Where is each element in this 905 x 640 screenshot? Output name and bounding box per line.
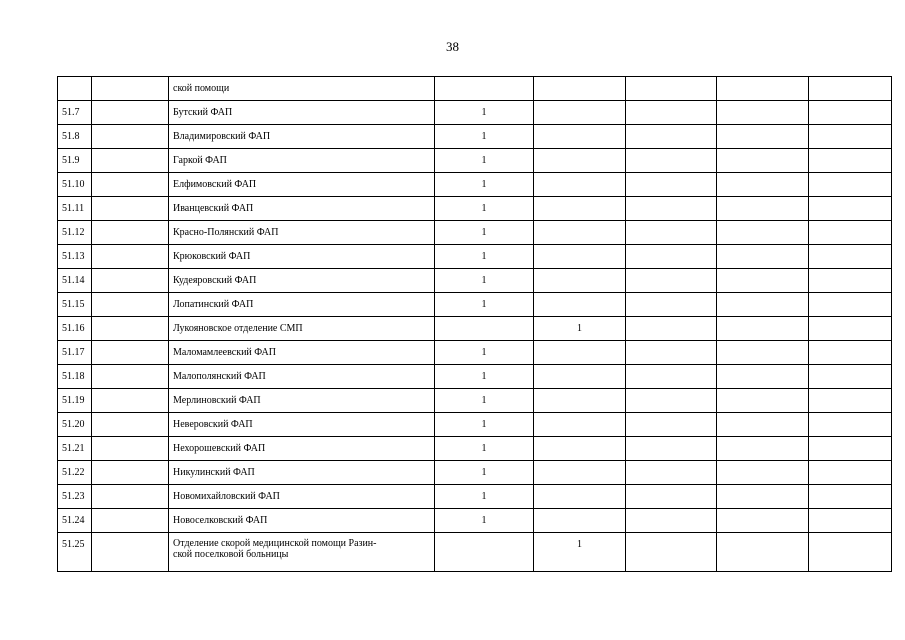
cell-col5 bbox=[534, 245, 626, 269]
cell-num: 51.8 bbox=[58, 125, 92, 149]
cell-col6 bbox=[626, 245, 717, 269]
cell-name: Кудеяровский ФАП bbox=[169, 269, 435, 293]
cell-col4: 1 bbox=[435, 149, 534, 173]
cell-col4: 1 bbox=[435, 485, 534, 509]
cell-col8 bbox=[809, 125, 892, 149]
cell-col2 bbox=[92, 101, 169, 125]
table-row bbox=[58, 197, 892, 221]
cell-col8 bbox=[809, 461, 892, 485]
cell-col4: 1 bbox=[435, 437, 534, 461]
cell-name: Неверовский ФАП bbox=[169, 413, 435, 437]
cell-col2 bbox=[92, 221, 169, 245]
cell-col6 bbox=[626, 389, 717, 413]
cell-col7 bbox=[717, 413, 809, 437]
cell-col8 bbox=[809, 173, 892, 197]
cell-col6 bbox=[626, 365, 717, 389]
cell-col8 bbox=[809, 293, 892, 317]
cell-col4: 1 bbox=[435, 197, 534, 221]
cell-col6 bbox=[626, 221, 717, 245]
cell-col2 bbox=[92, 437, 169, 461]
cell-col5 bbox=[534, 509, 626, 533]
cell-col4: 1 bbox=[435, 509, 534, 533]
cell-col8 bbox=[809, 509, 892, 533]
cell-name: Красно-Полянский ФАП bbox=[169, 221, 435, 245]
cell-name: Крюковский ФАП bbox=[169, 245, 435, 269]
cell-col5 bbox=[534, 293, 626, 317]
cell-num: 51.17 bbox=[58, 341, 92, 365]
cell-col7 bbox=[717, 365, 809, 389]
cell-name: Елфимовский ФАП bbox=[169, 173, 435, 197]
cell-col2 bbox=[92, 389, 169, 413]
cell-name: Новомихайловский ФАП bbox=[169, 485, 435, 509]
table-row bbox=[58, 125, 892, 149]
cell-col7 bbox=[717, 317, 809, 341]
cell-col6 bbox=[626, 149, 717, 173]
cell-num: 51.12 bbox=[58, 221, 92, 245]
cell-col4 bbox=[435, 533, 534, 572]
cell-col7 bbox=[717, 245, 809, 269]
table-row bbox=[58, 341, 892, 365]
cell-col2 bbox=[92, 173, 169, 197]
cell-col7 bbox=[717, 341, 809, 365]
table-row bbox=[58, 269, 892, 293]
cell-col4: 1 bbox=[435, 293, 534, 317]
cell-col8 bbox=[809, 245, 892, 269]
cell-num: 51.16 bbox=[58, 317, 92, 341]
table-row bbox=[58, 365, 892, 389]
cell-col6 bbox=[626, 173, 717, 197]
cell-col8 bbox=[809, 149, 892, 173]
cell-col6 bbox=[626, 101, 717, 125]
cell-col4 bbox=[435, 77, 534, 101]
table-row bbox=[58, 173, 892, 197]
cell-col7 bbox=[717, 269, 809, 293]
cell-col8 bbox=[809, 485, 892, 509]
cell-col7 bbox=[717, 533, 809, 572]
cell-name: Малополянский ФАП bbox=[169, 365, 435, 389]
cell-col7 bbox=[717, 173, 809, 197]
page-number: 38 bbox=[446, 39, 459, 54]
table-row bbox=[58, 293, 892, 317]
cell-num: 51.14 bbox=[58, 269, 92, 293]
cell-col2 bbox=[92, 413, 169, 437]
cell-col8 bbox=[809, 389, 892, 413]
cell-name-line-2: ской поселковой больницы bbox=[173, 549, 289, 560]
cell-col7 bbox=[717, 221, 809, 245]
cell-col4: 1 bbox=[435, 341, 534, 365]
cell-num: 51.18 bbox=[58, 365, 92, 389]
cell-name: ской помощи bbox=[169, 77, 435, 101]
cell-col5 bbox=[534, 341, 626, 365]
cell-col8 bbox=[809, 197, 892, 221]
cell-col7 bbox=[717, 485, 809, 509]
cell-col5 bbox=[534, 413, 626, 437]
cell-num: 51.9 bbox=[58, 149, 92, 173]
cell-col6 bbox=[626, 197, 717, 221]
cell-col8 bbox=[809, 77, 892, 101]
cell-name: Владимировский ФАП bbox=[169, 125, 435, 149]
cell-col7 bbox=[717, 101, 809, 125]
cell-num: 51.7 bbox=[58, 101, 92, 125]
cell-col5 bbox=[534, 365, 626, 389]
cell-col8 bbox=[809, 221, 892, 245]
cell-col5 bbox=[534, 77, 626, 101]
cell-col4 bbox=[435, 317, 534, 341]
cell-col5 bbox=[534, 125, 626, 149]
cell-col4: 1 bbox=[435, 413, 534, 437]
cell-col5 bbox=[534, 485, 626, 509]
cell-col7 bbox=[717, 461, 809, 485]
cell-name: Новоселковский ФАП bbox=[169, 509, 435, 533]
cell-col5 bbox=[534, 101, 626, 125]
cell-num: 51.10 bbox=[58, 173, 92, 197]
table-body-last bbox=[58, 533, 892, 572]
cell-num: 51.13 bbox=[58, 245, 92, 269]
table-row bbox=[58, 461, 892, 485]
cell-col2 bbox=[92, 461, 169, 485]
cell-name: Лопатинский ФАП bbox=[169, 293, 435, 317]
cell-col2 bbox=[92, 125, 169, 149]
cell-col4: 1 bbox=[435, 221, 534, 245]
cell-col8 bbox=[809, 365, 892, 389]
table-row bbox=[58, 509, 892, 533]
cell-name: Нехорошевский ФАП bbox=[169, 437, 435, 461]
cell-col6 bbox=[626, 413, 717, 437]
table-row-continuation bbox=[58, 77, 892, 101]
cell-col2 bbox=[92, 149, 169, 173]
table-row bbox=[58, 485, 892, 509]
table-row bbox=[58, 245, 892, 269]
cell-name: Мерлиновский ФАП bbox=[169, 389, 435, 413]
cell-num bbox=[58, 77, 92, 101]
cell-name: Бутский ФАП bbox=[169, 101, 435, 125]
cell-col4: 1 bbox=[435, 173, 534, 197]
cell-col2 bbox=[92, 485, 169, 509]
cell-col6 bbox=[626, 293, 717, 317]
cell-col4: 1 bbox=[435, 461, 534, 485]
cell-col5 bbox=[534, 197, 626, 221]
cell-col6 bbox=[626, 485, 717, 509]
cell-col5 bbox=[534, 269, 626, 293]
cell-col2 bbox=[92, 317, 169, 341]
cell-col6 bbox=[626, 509, 717, 533]
facilities-table bbox=[57, 76, 892, 572]
cell-col4: 1 bbox=[435, 245, 534, 269]
table-row bbox=[58, 533, 892, 572]
cell-col7 bbox=[717, 197, 809, 221]
cell-num: 51.15 bbox=[58, 293, 92, 317]
cell-col6 bbox=[626, 269, 717, 293]
cell-col2 bbox=[92, 77, 169, 101]
cell-col6 bbox=[626, 77, 717, 101]
cell-num: 51.20 bbox=[58, 413, 92, 437]
cell-col8 bbox=[809, 317, 892, 341]
table-body bbox=[58, 77, 892, 533]
cell-col4: 1 bbox=[435, 101, 534, 125]
cell-col5 bbox=[534, 173, 626, 197]
cell-col4: 1 bbox=[435, 389, 534, 413]
cell-col6 bbox=[626, 437, 717, 461]
cell-col7 bbox=[717, 389, 809, 413]
cell-col4: 1 bbox=[435, 365, 534, 389]
cell-col7 bbox=[717, 437, 809, 461]
cell-name: Лукояновское отделение СМП bbox=[169, 317, 435, 341]
cell-col2 bbox=[92, 197, 169, 221]
cell-col2 bbox=[92, 509, 169, 533]
cell-col6 bbox=[626, 341, 717, 365]
cell-name bbox=[169, 533, 435, 572]
cell-col6 bbox=[626, 125, 717, 149]
cell-col2 bbox=[92, 533, 169, 572]
cell-col5 bbox=[534, 437, 626, 461]
cell-col6 bbox=[626, 317, 717, 341]
cell-col2 bbox=[92, 245, 169, 269]
table-row bbox=[58, 389, 892, 413]
cell-name: Гаркой ФАП bbox=[169, 149, 435, 173]
cell-col5 bbox=[534, 221, 626, 245]
cell-col7 bbox=[717, 149, 809, 173]
cell-col5 bbox=[534, 461, 626, 485]
cell-col5: 1 bbox=[534, 533, 626, 572]
cell-num: 51.19 bbox=[58, 389, 92, 413]
cell-num: 51.23 bbox=[58, 485, 92, 509]
table-row bbox=[58, 317, 892, 341]
cell-col2 bbox=[92, 365, 169, 389]
cell-col8 bbox=[809, 341, 892, 365]
cell-col6 bbox=[626, 461, 717, 485]
cell-col5: 1 bbox=[534, 317, 626, 341]
cell-col2 bbox=[92, 341, 169, 365]
table-row bbox=[58, 437, 892, 461]
table-row bbox=[58, 221, 892, 245]
cell-num: 51.22 bbox=[58, 461, 92, 485]
cell-col7 bbox=[717, 293, 809, 317]
cell-name: Иванцевский ФАП bbox=[169, 197, 435, 221]
cell-col5 bbox=[534, 389, 626, 413]
cell-num: 51.25 bbox=[58, 533, 92, 572]
cell-col8 bbox=[809, 269, 892, 293]
cell-col7 bbox=[717, 77, 809, 101]
cell-num: 51.21 bbox=[58, 437, 92, 461]
cell-col8 bbox=[809, 413, 892, 437]
cell-col8 bbox=[809, 437, 892, 461]
table-row bbox=[58, 149, 892, 173]
cell-col6 bbox=[626, 533, 717, 572]
table-row bbox=[58, 101, 892, 125]
cell-col8 bbox=[809, 101, 892, 125]
table-row bbox=[58, 413, 892, 437]
cell-name: Никулинский ФАП bbox=[169, 461, 435, 485]
cell-name: Маломамлеевский ФАП bbox=[169, 341, 435, 365]
cell-name-line-1: Отделение скорой медицинской помощи Разин- bbox=[173, 538, 377, 549]
cell-col4: 1 bbox=[435, 125, 534, 149]
cell-col2 bbox=[92, 293, 169, 317]
cell-col5 bbox=[534, 149, 626, 173]
cell-col7 bbox=[717, 509, 809, 533]
cell-num: 51.24 bbox=[58, 509, 92, 533]
cell-num: 51.11 bbox=[58, 197, 92, 221]
cell-col7 bbox=[717, 125, 809, 149]
cell-col8 bbox=[809, 533, 892, 572]
cell-col4: 1 bbox=[435, 269, 534, 293]
cell-col2 bbox=[92, 269, 169, 293]
